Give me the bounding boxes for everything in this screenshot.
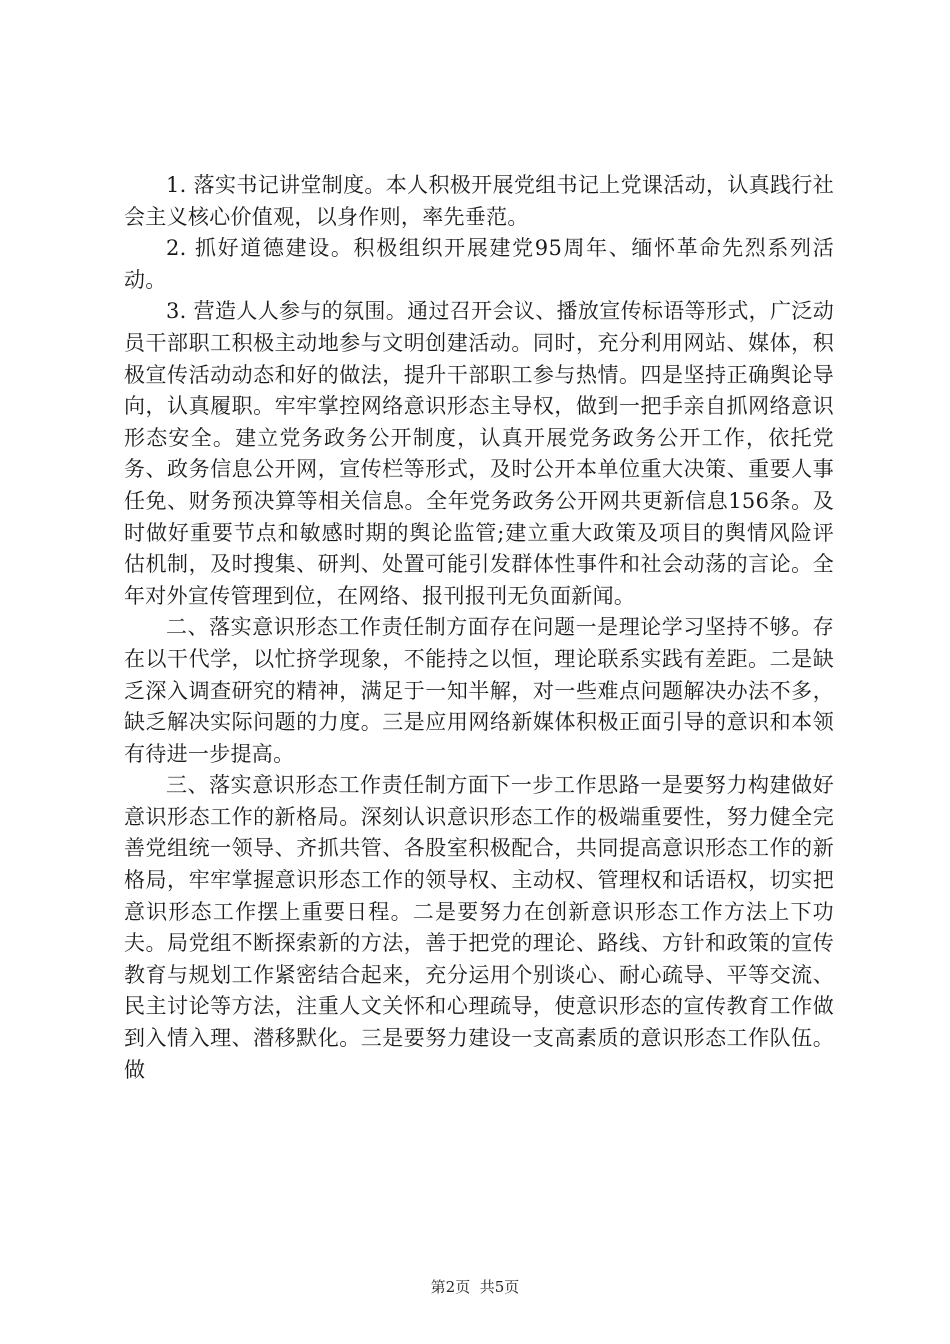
page-footer [0, 1276, 950, 1297]
paragraph-4: 二、落实意识形态工作责任制方面存在问题一是理论学习坚持不够。存在以干代学，以忙挤学现象，不能持之以恒，理论联系实践有差距。二是缺乏深入调查研究的精神，满足于一知半解，对一些难点问题解决办法不多，缺乏解决实际问题的力度。三是应用网络新媒体积极正面引导的意识和本领有待进一步提高。 [124, 615, 834, 766]
page-number: 第2页 [430, 1278, 471, 1296]
paragraph-3: 3. 营造人人参与的氛围。通过召开会议、播放宣传标语等形式，广泛动员干部职工积极主动地参与文明创建活动。同时，充分利用网站、媒体，积极宣传活动动态和好的做法，提升干部职工参与热情。四是坚持正确舆论导向，认真履职。牢牢掌控网络意识形态主导权，做到一把手亲自抓网络意识形态安全。建立党务政务公开制度，认真开展党务政务公开工作，依托党务、政务信息公开网，宣传栏等形式，及时公开本单位重大决策、重要人事任免、财务预决算等相关信息。全年党务政务公开网共更新信息156条。及时做好重要节点和敏感时期的舆论监管;建立重大政策及项目的舆情风险评估机制，及时搜集、研判、处置可能引发群体性事件和社会动荡的言论。全年对外宣传管理到位，在网络、报刊报刊无负面新闻。 [124, 299, 834, 608]
paragraph-1: 1. 落实书记讲堂制度。本人积极开展党组书记上党课活动，认真践行社会主义核心价值观，以身作则，率先垂范。 [124, 173, 834, 229]
document-body [124, 170, 834, 1086]
page-total: 共5页 [479, 1278, 520, 1296]
paragraph-2: 2. 抓好道德建设。积极组织开展建党95周年、缅怀革命先烈系列活动。 [124, 236, 834, 292]
paragraph-5: 三、落实意识形态工作责任制方面下一步工作思路一是要努力构建做好意识形态工作的新格局。深刻认识意识形态工作的极端重要性，努力健全完善党组统一领导、齐抓共管、各股室积极配合，共同提高意识形态工作的新格局，牢牢掌握意识形态工作的领导权、主动权、管理权和话语权，切实把意识形态工作摆上重要日程。二是要努力在创新意识形态工作方法上下功夫。局党组不断探索新的方法，善于把党的理论、路线、方针和政策的宣传教育与规划工作紧密结合起来，充分运用个别谈心、耐心疏导、平等交流、民主讨论等方法，注重人文关怀和心理疏导，使意识形态的宣传教育工作做到入情入理、潜移默化。三是要努力建设一支高素质的意识形态工作队伍。做 [124, 773, 834, 1082]
